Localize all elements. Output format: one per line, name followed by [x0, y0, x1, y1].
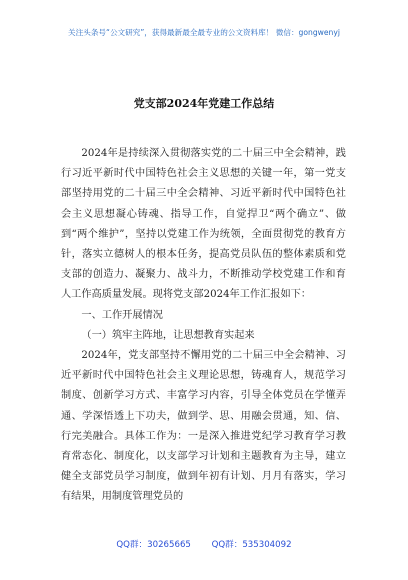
- subsection-heading: （一）筑牢主阵地，让思想教育实起来: [81, 329, 255, 341]
- footer-qq-group-2: QQ群：535304092: [211, 540, 292, 550]
- intro-paragraph: 2024年是持续深入贯彻落实党的二十届三中全会精神，践行习近平新时代中国特色社会主义思想的关键一年，第一党支部坚持用党的二十届三中全会精神、习近平新时代中国特色社会主义思想凝心铸魂、指导工作，自觉捍卫“两个确立”、做到“两个维护”，坚持以党建工作为统领，全面贯彻党的教育方针，落实立德树人的根本任务，提高党员队伍的整体素质和党支部的创造力、凝聚力、战斗力，不断推动学校党建工作和育人工作高质量发展。现将党支部2024年工作汇报如下：: [61, 148, 346, 301]
- document-body: [61, 144, 346, 508]
- document-title: 党支部2024年党建工作总结: [133, 97, 275, 110]
- section-heading: 一、工作开展情况: [81, 309, 163, 321]
- header-banner: 关注头条号“公文研究”，获得最新最全最专业的公文资料库！ 微信：gongwenyj: [68, 28, 340, 37]
- body-paragraph: 2024年，党支部坚持不懈用党的二十届三中全会精神、习近平新时代中国特色社会主义理论思想，铸魂育人，规范学习制度、创新学习方式、丰富学习内容，引导全体党员在学懂弄通、学深悟透上下功夫，做到学、思、用融会贯通，知、信、行完美融合。具体工作为：一是深入推进党纪学习教育学习教育常态化、制度化，以支部学习计划和主题教育为主导，建立健全支部党员学习制度，做到年初有计划、月月有落实，学习有结果，用制度管理党员的: [61, 350, 346, 503]
- footer-qq-group-1: QQ群：30265665: [116, 540, 191, 550]
- footer: [0, 538, 408, 550]
